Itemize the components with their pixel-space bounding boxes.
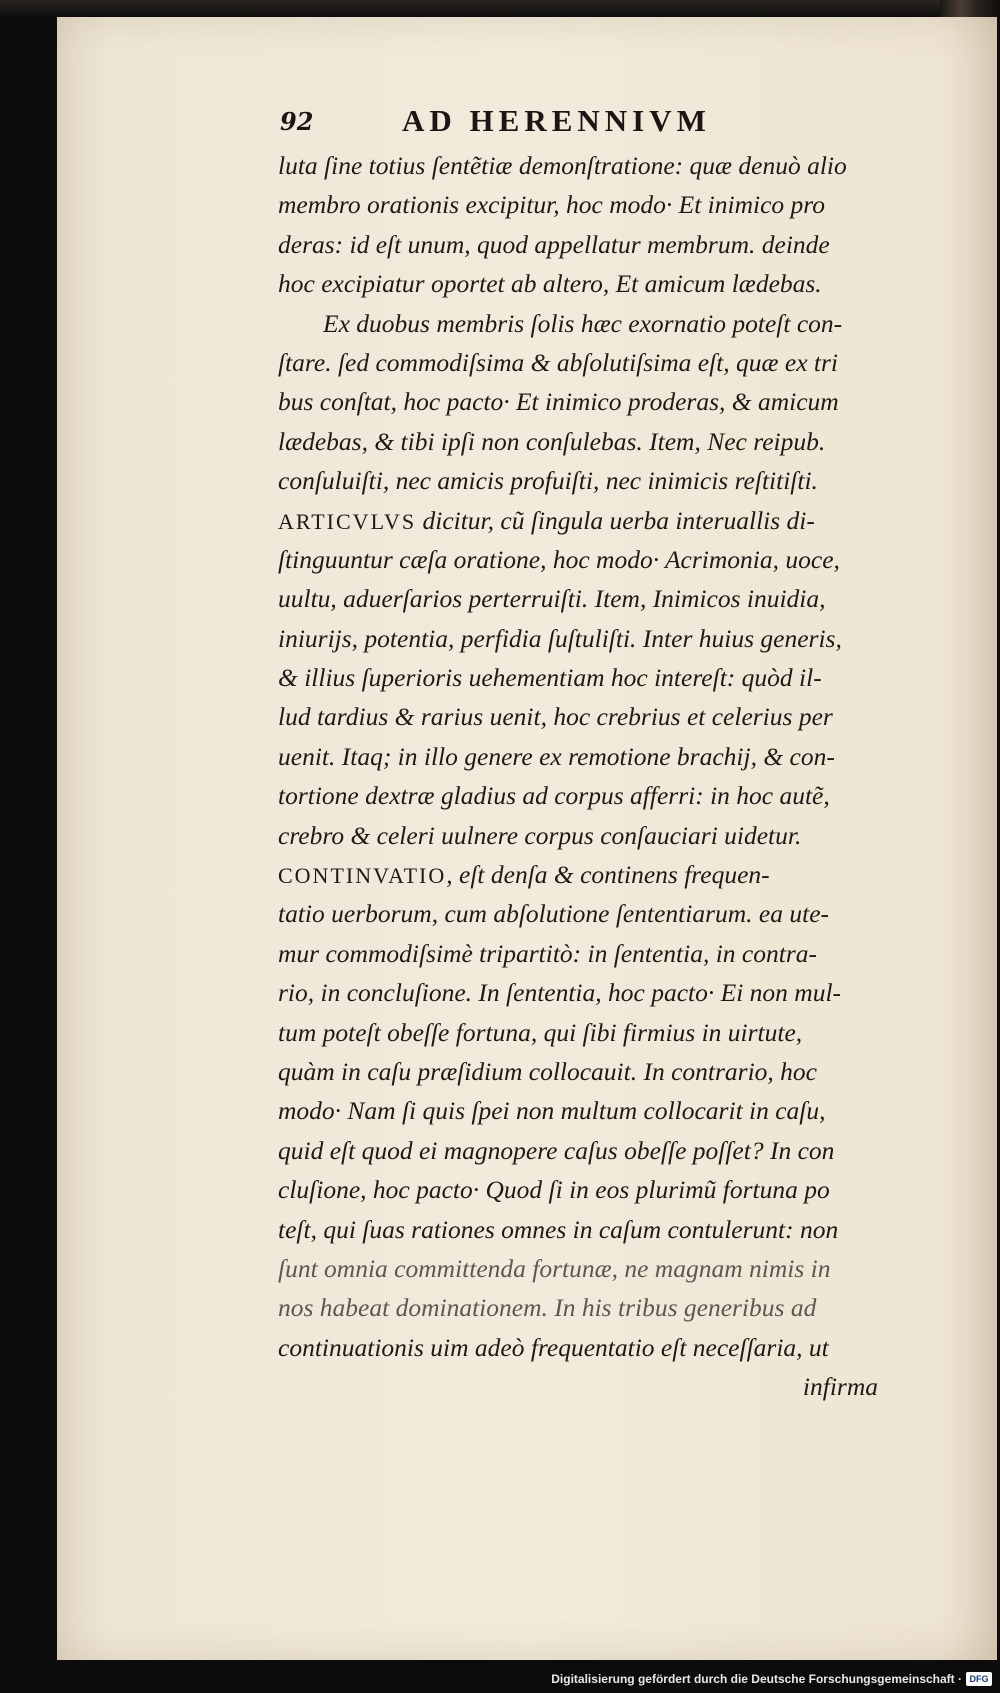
text-line: tatio uerborum, cum abſolutione ſententiarum. ea ute-	[278, 899, 830, 929]
text-line-body: dicitur, cũ ſingula uerba interuallis di-	[422, 505, 815, 535]
running-head: AD HERENNIVM	[402, 103, 711, 138]
dfg-logo-icon: DFG	[966, 1672, 992, 1686]
text-line: teſt, qui ſuas rationes omnes in caſum contulerunt: non	[278, 1214, 839, 1244]
text-block	[278, 146, 938, 1407]
text-line: tum poteſt obeſſe fortuna, qui ſibi firmius in uirtute,	[278, 1017, 803, 1047]
digitization-credit: Digitalisierung gefördert durch die Deutsche Forschungsgemeinschaft ·	[551, 1672, 962, 1686]
text-line: cluſione, hoc pacto· Quod ſi in eos plurimũ fortuna po	[278, 1175, 830, 1205]
text-line: ſtinguuntur cæſa oratione, hoc modo· Acrimonia, uoce,	[278, 544, 840, 574]
text-line: lud tardius & rarius uenit, hoc crebrius et celerius per	[278, 702, 833, 732]
text-line: hoc excipiatur oportet ab altero, Et amicum lædebas.	[278, 269, 822, 299]
digitization-footer	[551, 1672, 992, 1686]
text-line	[278, 501, 938, 540]
text-line	[278, 855, 938, 894]
text-line: deras: id eſt unum, quod appellatur membrum. deinde	[278, 229, 830, 259]
text-line: nos habeat dominationem. In his tribus generibus ad	[278, 1293, 817, 1323]
text-line: quàm in caſu præſidium collocauit. In contrario, hoc	[278, 1056, 817, 1086]
text-line: uultu, aduerſarios perterruiſti. Item, Inimicos inuidia,	[278, 584, 826, 614]
text-line: & illius ſuperioris uehementiam hoc intereſt: quòd il-	[278, 663, 822, 693]
text-line: ſtare. ſed commodiſsima & abſolutiſsima eſt, quæ ex tri	[278, 347, 839, 377]
text-line: mur commodiſsimè tripartitò: in ſententia, in contra-	[278, 938, 817, 968]
text-line: iniurijs, potentia, perfidia ſuſtuliſti. Inter huius generis,	[278, 623, 842, 653]
page-number: 92	[280, 107, 314, 136]
text-line-body: , eſt denſa & continens frequen-	[446, 860, 770, 890]
section-head-continuatio: CONTINVATIO	[278, 863, 447, 889]
text-line: membro orationis excipitur, hoc modo· Et inimico pro	[278, 190, 826, 220]
text-line: luta ſine totius ſentẽtiæ demonſtratione: quæ denuò alio	[278, 151, 847, 180]
text-line: rio, in concluſione. In ſententia, hoc pacto· Ei non mul-	[278, 978, 842, 1008]
text-line: tortione dextræ gladius ad corpus afferri: in hoc autẽ,	[278, 781, 830, 811]
text-line: ſunt omnia committenda fortunæ, ne magnam nimis in	[278, 1253, 831, 1283]
text-line: lædebas, & tibi ipſi non conſulebas. Item, Nec reipub.	[278, 426, 826, 456]
text-line: uenit. Itaq; in illo genere ex remotione brachij, & con-	[278, 741, 835, 771]
text-line: Ex duobus membris ſolis hæc exornatio poteſt con-	[323, 308, 843, 338]
text-line: crebro & celeri uulnere corpus conſauciari uidetur.	[278, 820, 802, 850]
text-line: bus conſtat, hoc pacto· Et inimico proderas, & amicum	[278, 387, 839, 417]
section-head-articulus: ARTICVLVS	[278, 508, 417, 534]
text-line: conſuluiſti, nec amicis profuiſti, nec inimicis reſtitiſti.	[278, 466, 818, 496]
catchword: infirma	[802, 1372, 878, 1402]
text-line: continuationis uim adeò frequentatio eſt neceſſaria, ut	[278, 1332, 829, 1362]
text-line: modo· Nam ſi quis ſpei non multum collocarit in caſu,	[278, 1096, 826, 1126]
scan-top-edge	[0, 0, 1000, 16]
page-header	[280, 103, 920, 143]
text-line: quid eſt quod ei magnopere caſus obeſſe poſſet? In con	[278, 1135, 835, 1165]
